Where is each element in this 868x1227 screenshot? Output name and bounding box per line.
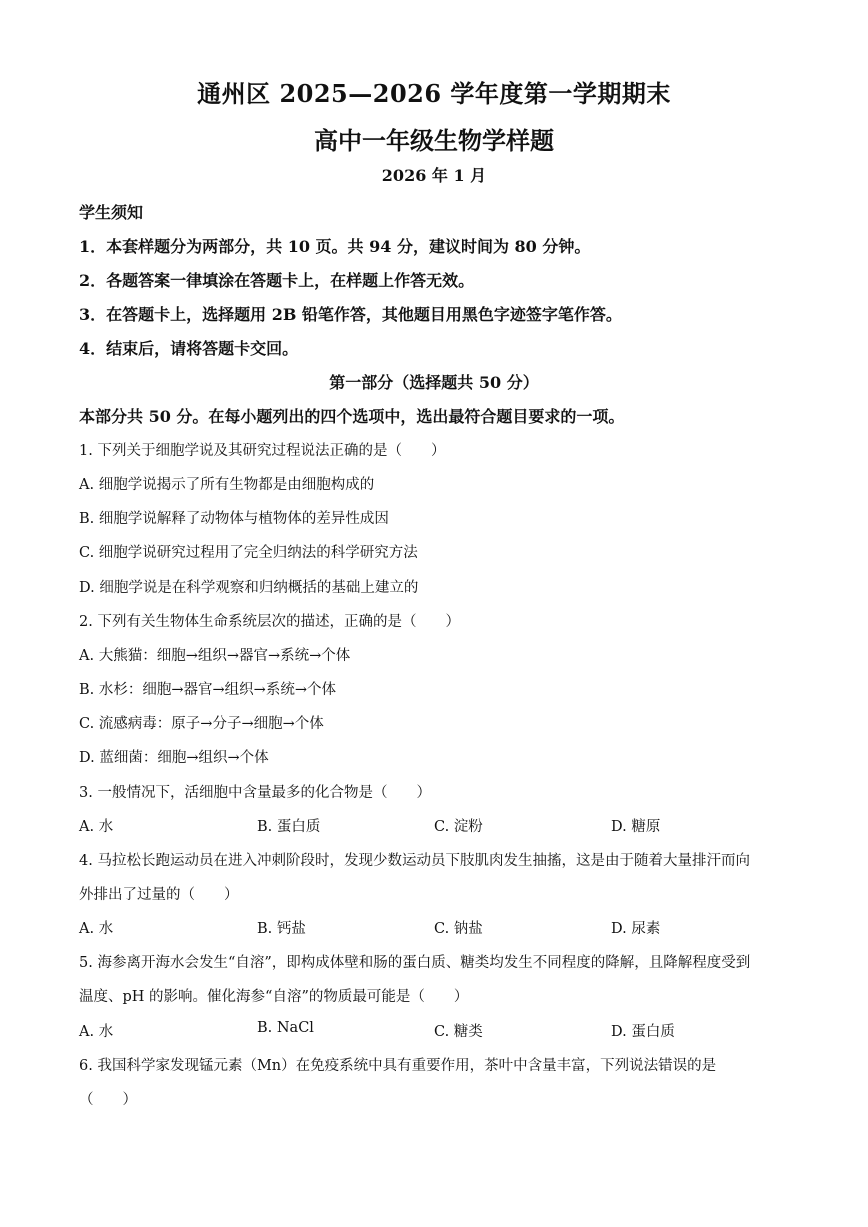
q1-option-a: A. 细胞学说揭示了所有生物都是由细胞构成的 [79,477,375,493]
q2-option-c: C. 流感病毒：原子→分子→细胞→个体 [79,716,324,732]
q4-option-c: C. 钠盐 [434,921,483,937]
q2-option-b: B. 水杉：细胞→器官→组织→系统→个体 [79,682,336,698]
q4-stem-line1: 4. 马拉松长跑运动员在进入冲刺阶段时，发现少数运动员下肢肌肉发生抽搐，这是由于随着大量排汗而向 [79,853,750,869]
notice-heading: 学生须知 [79,203,144,222]
exam-date: 2026 年 1 月 [381,166,487,185]
q1-option-c: C. 细胞学说研究过程用了完全归纳法的科学研究方法 [79,545,418,561]
q1-option-d: D. 细胞学说是在科学观察和归纳概括的基础上建立的 [79,580,419,596]
q5-stem-line1: 5. 海参离开海水会发生“自溶”，即构成体壁和肠的蛋白质、糖类均发生不同程度的降解，且降解程度受到 [79,955,751,971]
q5-stem-line2: 温度、pH 的影响。催化海参“自溶”的物质最可能是（ ） [79,989,469,1005]
q3-option-a: A. 水 [79,819,114,835]
q1-stem: 1. 下列关于细胞学说及其研究过程说法正确的是（ ） [79,443,446,459]
q3-option-d: D. 糖原 [611,819,661,835]
exam-title: 通州区 2025—2026 学年度第一学期期末 [197,79,671,108]
q6-stem-line2: （ ） [79,1092,137,1108]
q5-option-a: A. 水 [79,1024,114,1040]
part1-instruction: 本部分共 50 分。在每小题列出的四个选项中，选出最符合题目要求的一项。 [79,407,625,426]
exam-subtitle: 高中一年级生物学样题 [314,126,554,155]
q3-option-b: B. 蛋白质 [257,819,321,835]
notice-item-4: 4．结束后，请将答题卡交回。 [79,339,299,358]
q6-stem-line1: 6. 我国科学家发现锰元素（Mn）在免疫系统中具有重要作用，茶叶中含量丰富，下列说法错误的是 [79,1058,717,1074]
notice-item-1: 1．本套样题分为两部分，共 10 页。共 94 分，建议时间为 80 分钟。 [79,237,591,256]
notice-item-2: 2．各题答案一律填涂在答题卡上，在样题上作答无效。 [79,271,475,290]
q2-option-a: A. 大熊猫：细胞→组织→器官→系统→个体 [79,648,351,664]
q4-option-a: A. 水 [79,921,114,937]
q5-option-b: B. NaCl [257,1020,314,1036]
q2-stem: 2. 下列有关生物体生命系统层次的描述，正确的是（ ） [79,614,460,630]
q5-option-d: D. 蛋白质 [611,1024,675,1040]
q3-option-c: C. 淀粉 [434,819,483,835]
q4-option-d: D. 尿素 [611,921,661,937]
q2-option-d: D. 蓝细菌：细胞→组织→个体 [79,750,269,766]
part1-heading: 第一部分（选择题共 50 分） [329,373,539,392]
q1-option-b: B. 细胞学说解释了动物体与植物体的差异性成因 [79,511,389,527]
q5-option-c: C. 糖类 [434,1024,483,1040]
q4-option-b: B. 钙盐 [257,921,306,937]
q4-stem-line2: 外排出了过量的（ ） [79,887,239,903]
notice-item-3: 3．在答题卡上，选择题用 2B 铅笔作答，其他题目用黑色字迹签字笔作答。 [79,305,622,324]
q3-stem: 3. 一般情况下，活细胞中含量最多的化合物是（ ） [79,785,431,801]
